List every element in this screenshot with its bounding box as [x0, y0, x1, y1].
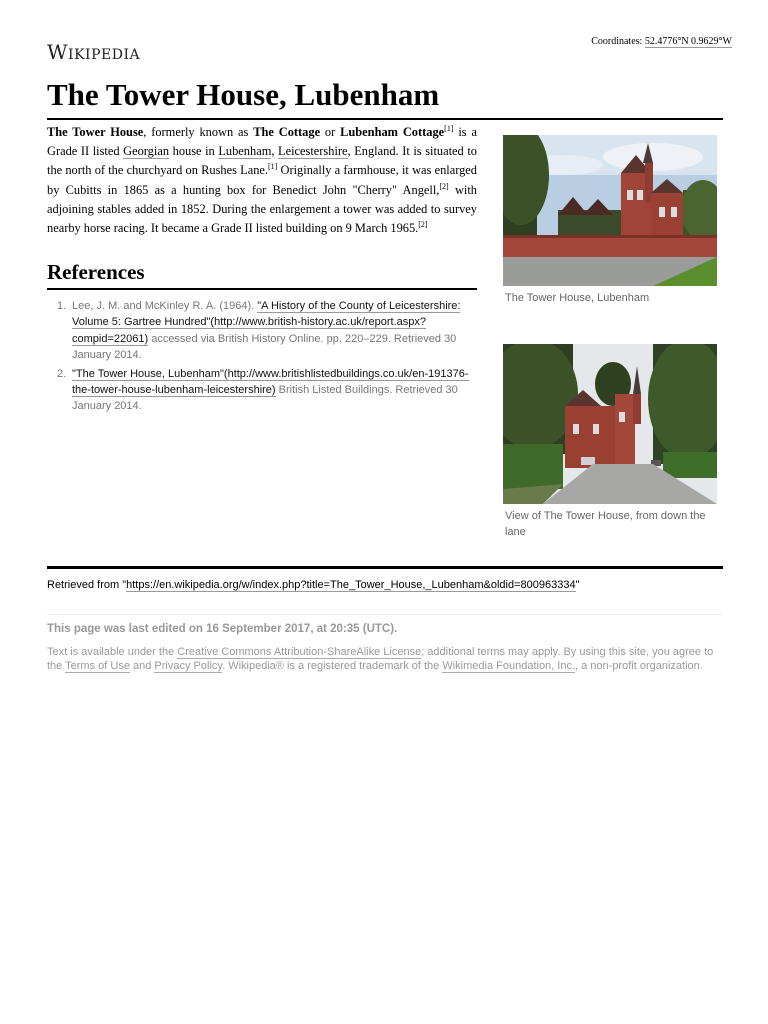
citation-1[interactable]: [1] — [268, 162, 278, 172]
coordinates — [591, 36, 732, 47]
reference-text: British Listed Buildings. Retrieved 30 January 2014. — [72, 384, 458, 413]
image-caption: View of The Tower House, from down the lane — [505, 510, 706, 538]
reference-number: 2. — [57, 367, 67, 380]
footer-thin-divider — [47, 614, 723, 615]
license-text: ; additional terms may apply. By using this site, you agree to the — [47, 646, 714, 672]
tower-house-photo[interactable] — [503, 135, 717, 286]
wikipedia-wordmark[interactable]: Wikipedia — [47, 40, 141, 64]
reference-link[interactable]: "The Tower House, Lubenham"(http://www.britishlistedbuildings.co.uk/en-191376-the-tower-house-lubenham-leicestershire) — [72, 367, 469, 397]
citation-1[interactable]: [1] — [444, 123, 454, 133]
retrieved-close-quote: " — [575, 579, 580, 591]
license-text: . Wikipedia® is a registered trademark of the — [222, 660, 443, 672]
link-lubenham[interactable]: Lubenham — [218, 144, 272, 159]
license-text: and — [129, 660, 155, 672]
license-text: , a non-profit organization. — [575, 660, 703, 672]
privacy-policy-link[interactable]: Privacy Policy — [154, 660, 223, 672]
reference-text: accessed via British History Online. pp. 220–229. Retrieved 30 January 2014. — [72, 332, 457, 362]
lead-text: , formerly known as — [143, 125, 254, 139]
lead-text: with adjoining stables added in 1852. During the enlargement a tower was added to survey nearby horse racing. It became a Grade II listed building on 9 March 1965. — [47, 182, 477, 236]
link-georgian[interactable]: Georgian — [123, 144, 170, 159]
license-text: Text is available under the — [47, 646, 178, 658]
retrieved-link[interactable]: https://en.wikipedia.org/w/index.php?title=The_Tower_House,_Lubenham&oldid=800963334 — [126, 579, 576, 591]
terms-of-use-link[interactable]: Terms of Use — [65, 660, 130, 672]
bold-former-name: The Cottage — [253, 125, 321, 139]
image-thumb-1 — [503, 135, 717, 306]
page-title: The Tower House, Lubenham — [47, 76, 723, 120]
lead-paragraph — [47, 123, 477, 238]
retrieved-from — [47, 577, 723, 593]
reference-item — [57, 366, 477, 415]
reference-item — [57, 298, 477, 364]
references-list — [57, 298, 477, 417]
reference-link[interactable]: "A History of the County of Leicestershire: Volume 5: Gartree Hundred"(http://www.british-history.ac.uk/report.aspx?compid=22061) — [72, 300, 461, 345]
lane-view-photo[interactable] — [503, 344, 717, 504]
reference-text: Lee, J. M. and McKinley R. A. (1964). — [72, 300, 258, 312]
reference-number: 1. — [57, 300, 67, 312]
lead-text: Originally a farmhouse, it was enlarged by Cubitts in 1865 as a hunting box for Benedict John "Cherry" Angell, — [47, 163, 477, 197]
wikimedia-foundation-link[interactable]: Wikimedia Foundation, Inc. — [442, 660, 576, 672]
references-heading: References — [47, 258, 477, 290]
image-thumb-2 — [503, 344, 717, 540]
citation-2[interactable]: [2] — [439, 181, 449, 191]
footer-divider — [47, 566, 723, 569]
lead-text: is a Grade II listed — [47, 125, 477, 159]
lead-text: house in — [169, 144, 219, 159]
lead-text: or — [320, 125, 341, 139]
license-link[interactable]: Creative Commons Attribution-ShareAlike License — [177, 646, 422, 658]
bold-title: The Tower House — [47, 125, 144, 139]
lead-text: , England. It is situated to the north of the churchyard on Rushes Lane. — [47, 144, 477, 178]
lead-text: , — [271, 144, 279, 159]
retrieved-label: Retrieved from " — [47, 579, 127, 591]
last-edited: This page was last edited on 16 September 2017, at 20:35 (UTC). — [47, 623, 398, 635]
bold-former-name: Lubenham Cottage — [340, 125, 445, 139]
citation-2[interactable]: [2] — [418, 219, 428, 229]
license-text — [47, 645, 723, 673]
coordinates-label: Coordinates: — [591, 36, 643, 47]
image-caption: The Tower House, Lubenham — [505, 292, 650, 304]
coordinates-link[interactable]: 52.4776°N 0.9629°W — [644, 36, 732, 47]
link-leicestershire[interactable]: Leicestershire — [278, 144, 348, 159]
